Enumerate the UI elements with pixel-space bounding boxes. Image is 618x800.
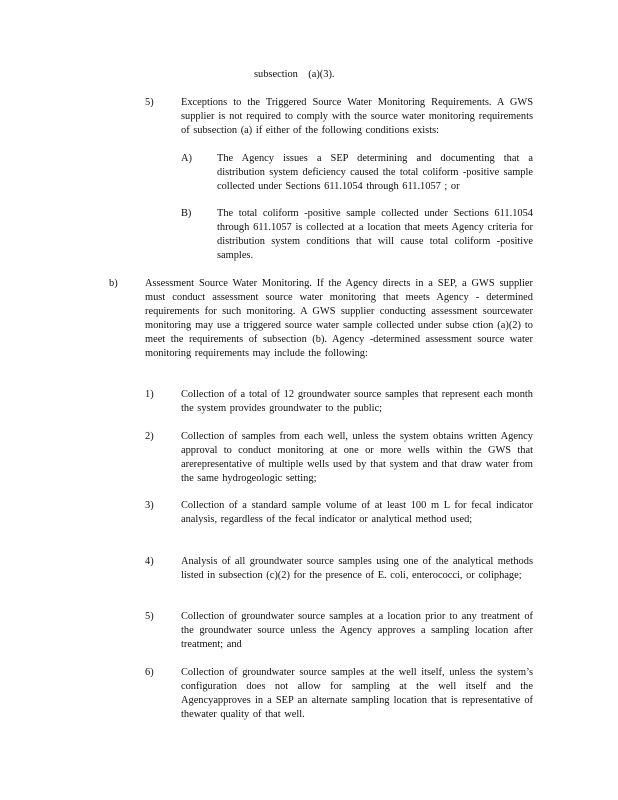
item-b4-text: Analysis of all groundwater source samples using one of the analytical methods listed in subsection (c)(2) for the presence of E. coli, enterococci, or coliphage; xyxy=(181,556,533,581)
item-b3-label: 3) xyxy=(145,500,154,511)
item-b4-label: 4) xyxy=(145,556,154,567)
item-b2-text: Collection of samples from each well, unless the system obtains written Agency approval to conduct monitoring at one or more wells within the GWS that arerepresentative of multiple wells used by that system and that draw water from the same hydrogeologic setting; xyxy=(181,431,533,484)
item-b6-text: Collection of groundwater source samples at the well itself, unless the system’s configuration does not allow for sampling at the well itself and the Agencyapproves in a SEP an alternate sampling location that is representative of thewater quality of that well. xyxy=(181,667,533,720)
item-b1-text: Collection of a total of 12 groundwater source samples that represent each month the system provides groundwater to the public; xyxy=(181,389,533,414)
continuation-text: subsection (a)(3). xyxy=(254,69,335,80)
item-a5A-text: The Agency issues a SEP determining and documenting that a distribution system deficiency caused the total coliform -positive sample collected under Sections 611.1054 through 611.1057 ; or xyxy=(217,153,533,192)
item-a5-text: Exceptions to the Triggered Source Water Monitoring Requirements. A GWS supplier is not required to comply with the source water monitoring requirements of subsection (a) if either of the following conditions exists: xyxy=(181,97,533,136)
item-a5A-label: A) xyxy=(181,153,192,164)
item-b5-label: 5) xyxy=(145,611,154,622)
item-b2-label: 2) xyxy=(145,431,154,442)
item-b3-text: Collection of a standard sample volume of at least 100 m L for fecal indicator analysis, regardless of the fecal indicator or analytical method used; xyxy=(181,500,533,525)
item-b-label: b) xyxy=(109,278,118,289)
item-a5B-text: The total coliform -positive sample collected under Sections 611.1054 through 611.1057 is collected at a location that meets Agency criteria for distribution system conditions that will cause total coliform -positive samples. xyxy=(217,208,533,261)
item-a5-label: 5) xyxy=(145,97,154,108)
item-b-text: Assessment Source Water Monitoring. If the Agency directs in a SEP, a GWS supplier must conduct assessment source water monitoring that meets Agency - determined requirements for such monitoring. A GWS supplier conducting assessment sourcewater monitoring may use a triggered source water sample collected under subse ction (a)(2) to meet the requirements of subsection (b). Agency -determined assessment source water monitoring requirements may include the following: xyxy=(145,278,533,359)
item-a5B-label: B) xyxy=(181,208,192,219)
item-b6-label: 6) xyxy=(145,667,154,678)
item-b5-text: Collection of groundwater source samples at a location prior to any treatment of the groundwater source unless the Agency approves a sampling location after treatment; and xyxy=(181,611,533,650)
item-b1-label: 1) xyxy=(145,389,154,400)
